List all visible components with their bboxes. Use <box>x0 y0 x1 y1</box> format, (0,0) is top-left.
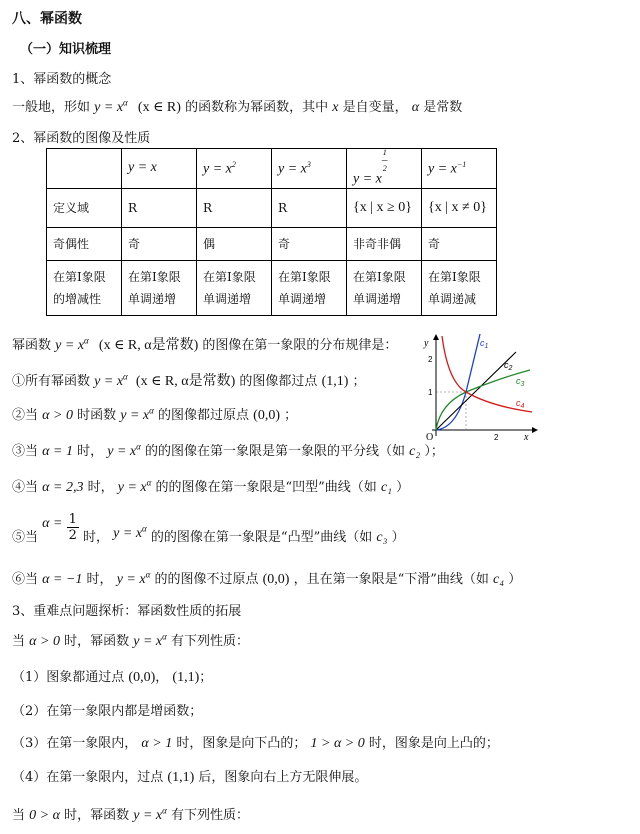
property-2: （2）在第一象限内都是增函数； <box>12 704 203 719</box>
table-row <box>47 227 497 260</box>
y-axis-arrow-icon <box>433 334 439 340</box>
concept-text-d: 是常数 <box>423 100 463 115</box>
subsection-title: （一）知识梳理 <box>20 42 112 57</box>
table-cell: {x | x ≥ 0} <box>347 188 422 227</box>
table-cell: 在第Ⅰ象限 单调递增 <box>272 260 347 315</box>
table-cell: 在第Ⅰ象限 单调递增 <box>122 260 197 315</box>
concept-text-c: 是自变量， <box>342 100 408 115</box>
y-tick-label: 1 <box>428 388 433 397</box>
graph-heading: 2、幂函数的图像及性质 <box>12 131 151 146</box>
negative-alpha-intro: 当 0 > α 时，幂函数 $y = x^\alpha$ 有下列性质： <box>12 805 250 823</box>
concept-text-a: 一般地，形如 <box>12 100 91 115</box>
rule-6: ⑥当 α = −1 时， $y = x^\alpha$ 的的图像不过原点 (0,0) ，且在第一象限是“下滑”曲线（如 c₄ ） <box>12 569 522 587</box>
table-header-row <box>47 149 497 189</box>
table-row <box>47 188 497 227</box>
power-function-graph <box>420 332 538 440</box>
x-axis-arrow-icon <box>532 427 538 433</box>
table-cell: R <box>197 188 272 227</box>
table-header-cell: $y = x^{1 ─ 2}$ <box>347 149 422 189</box>
origin-label: O <box>426 432 434 440</box>
y-axis-label: y <box>424 338 429 349</box>
properties-table <box>46 148 497 316</box>
table-cell: 非奇非偶 <box>347 227 422 260</box>
property-4: （4）在第一象限内，过点 (1,1) 后，图象向右上方无限伸展。 <box>12 770 368 785</box>
concept-heading: 1、幂函数的概念 <box>12 72 112 87</box>
curve-label-c2: $c_2$ <box>504 360 513 372</box>
positive-alpha-intro: 当 α > 0 时，幂函数 $y = x^\alpha$ 有下列性质： <box>12 631 250 649</box>
rule-4: ④当 α = 2,3 时， $y = x^\alpha$ 的的图像在第一象限是“凹型”曲线（如 c₁ ） <box>12 477 410 495</box>
concept-formula: $y = x^\alpha$ <box>94 97 128 115</box>
table-cell: {x | x ≠ 0} <box>422 188 497 227</box>
table-cell: 定义域 <box>47 188 122 227</box>
table-cell: 奇 <box>422 227 497 260</box>
rule-2: ②当 α > 0 时函数 $y = x^\alpha$ 的图像都过原点 (0,0) ； <box>12 405 298 423</box>
distribution-intro: 幂函数 $y = x^\alpha$ (x ∈ R, α是常数) 的图像在第一象限的分布规律是： <box>12 335 398 353</box>
rule-1: ①所有幂函数 $y = x^\alpha$ (x ∈ R, α是常数) 的图像都过点 (1,1) ； <box>12 371 366 389</box>
table-cell: 在第Ⅰ象限 单调递减 <box>422 260 497 315</box>
property-1: （1）图象都通过点 (0,0)， (1,1)； <box>12 670 213 685</box>
table-header-cell: $y = x^3$ <box>272 149 347 189</box>
curve-label-c1: $c_1$ <box>480 338 489 350</box>
table-cell: 奇偶性 <box>47 227 122 260</box>
concept-text <box>12 96 462 116</box>
table-cell: 在第Ⅰ象限 单调递增 <box>197 260 272 315</box>
table-cell: R <box>122 188 197 227</box>
property-3: （3）在第一象限内， α > 1 时，图象是向下凸的； 1 > α > 0 时，图象是向上凸的； <box>12 736 499 751</box>
curve-label-c3: $c_3$ <box>516 376 525 388</box>
curve-label-c4: $c_4$ <box>516 398 525 410</box>
table-cell: 在第Ⅰ象限 单调递增 <box>347 260 422 315</box>
extension-heading: 3、重难点问题探析：幂函数性质的拓展 <box>12 604 242 619</box>
table-cell: 偶 <box>197 227 272 260</box>
concept-cond: (x ∈ R) <box>137 100 181 115</box>
rule-3: ③当 α = 1 时， $y = x^\alpha$ 的的图像在第一象限是第一象限的平分线（如 c₂ ）； <box>12 441 444 459</box>
table-cell: 奇 <box>272 227 347 260</box>
concept-text-b: 的函数称为幂函数，其中 <box>185 100 329 115</box>
rule-5: ⑤当 $\alpha = \frac{1}{2}$ 时， $y = x^\alpha$ 的的图像在第一象限是“凸型”曲线（如 c₃ ） <box>12 512 405 545</box>
table-header-cell: y = x <box>122 149 197 189</box>
concept-var: x <box>332 100 339 115</box>
curve-c1 <box>436 334 480 430</box>
x-tick-label: 2 <box>494 433 499 440</box>
table-cell: R <box>272 188 347 227</box>
x-axis-label: x <box>524 432 529 440</box>
table-header-cell: $y = x^{-1}$ <box>422 149 497 189</box>
table-cell: 在第Ⅰ象限 的增减性 <box>47 260 122 315</box>
table-header-cell: $y = x^2$ <box>197 149 272 189</box>
concept-alpha: α <box>411 100 420 115</box>
y-tick-label: 2 <box>428 355 433 364</box>
table-row <box>47 260 497 315</box>
table-header-cell <box>47 149 122 189</box>
table-cell: 奇 <box>122 227 197 260</box>
section-title: 八、幂函数 <box>12 11 82 27</box>
